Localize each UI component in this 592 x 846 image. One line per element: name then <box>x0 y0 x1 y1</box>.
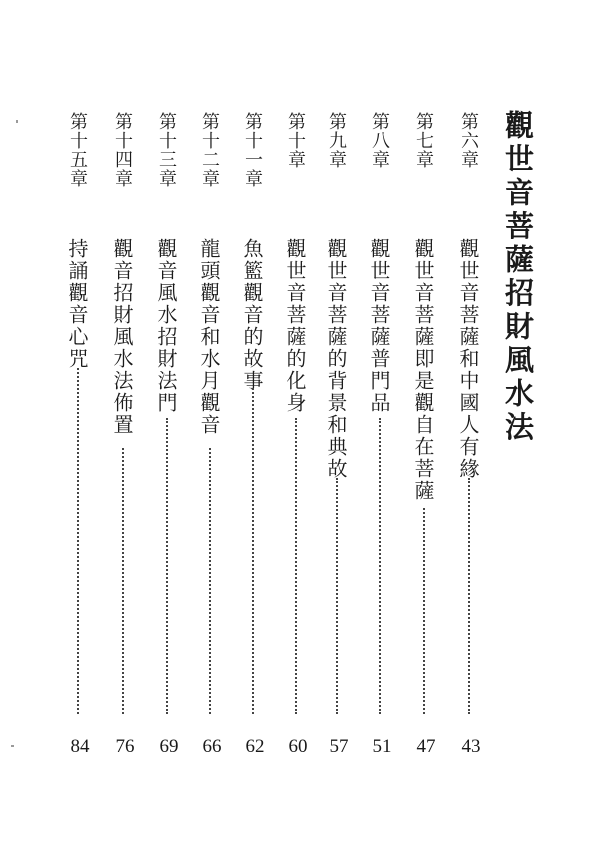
page-number: 51 <box>372 736 392 757</box>
chapter-title: 觀世音菩薩的化身 <box>283 238 307 414</box>
dot-leader <box>77 368 79 714</box>
page-number: 43 <box>461 736 481 757</box>
chapter-title: 觀世音菩薩即是觀自在菩薩 <box>411 238 435 502</box>
dot-leader <box>336 478 338 714</box>
page-number: 47 <box>416 736 436 757</box>
page-number: 60 <box>288 736 308 757</box>
chapter-number: 第十二章 <box>199 112 220 188</box>
dot-leader <box>122 448 124 714</box>
chapter-number: 第十五章 <box>67 112 88 188</box>
chapter-number: 第十一章 <box>242 112 263 188</box>
chapter-title: 魚籃觀音的故事 <box>240 238 264 392</box>
chapter-number: 第八章 <box>369 112 390 169</box>
page-number: 57 <box>329 736 349 757</box>
dot-leader <box>209 448 211 714</box>
page-number: 76 <box>115 736 135 757</box>
page-number: 66 <box>202 736 222 757</box>
chapter-title: 觀世音菩薩普門品 <box>367 238 391 414</box>
chapter-number: 第十三章 <box>156 112 177 188</box>
page-number: 62 <box>245 736 265 757</box>
book-title: 觀世音菩薩招財風水法 <box>501 110 535 445</box>
chapter-title: 持誦觀音心咒 <box>65 238 89 370</box>
chapter-number: 第七章 <box>413 112 434 169</box>
dot-leader <box>379 418 381 714</box>
chapter-title: 觀世音菩薩的背景和典故 <box>324 238 348 480</box>
chapter-title: 龍頭觀音和水月觀音 <box>197 238 221 436</box>
chapter-number: 第十章 <box>285 112 306 169</box>
chapter-number: 第六章 <box>458 112 479 169</box>
chapter-title: 觀音風水招財法門 <box>154 238 178 414</box>
dot-leader <box>423 508 425 714</box>
chapter-number: 第十四章 <box>112 112 133 188</box>
chapter-title: 觀音招財風水法佈置 <box>110 238 134 436</box>
dot-leader <box>166 418 168 714</box>
page-number: 84 <box>70 736 90 757</box>
dot-leader <box>295 418 297 714</box>
dot-leader <box>468 478 470 714</box>
chapter-number: 第九章 <box>326 112 347 169</box>
scan-speck <box>11 745 14 747</box>
scan-speck <box>16 120 18 123</box>
dot-leader <box>252 388 254 714</box>
chapter-title: 觀世音菩薩和中國人有緣 <box>456 238 480 480</box>
page-number: 69 <box>159 736 179 757</box>
